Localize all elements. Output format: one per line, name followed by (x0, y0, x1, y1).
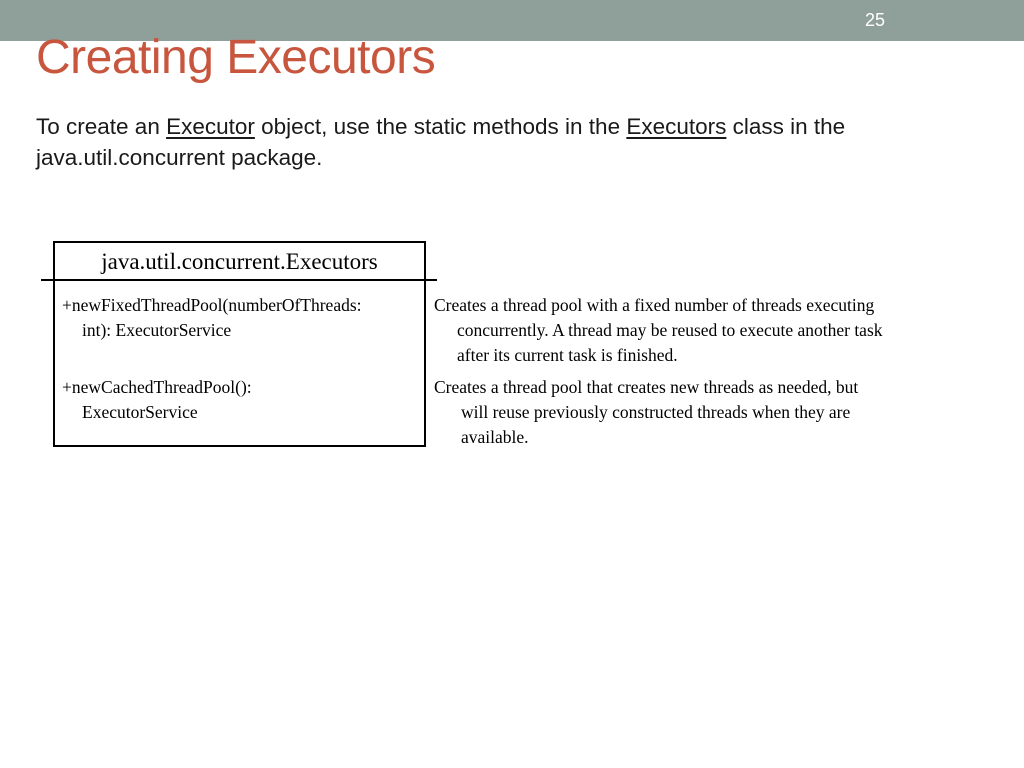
description-cached-thread-pool (434, 375, 994, 450)
intro-part-1: To create an (36, 114, 167, 139)
uml-class-diagram (53, 241, 426, 447)
description-fixed-thread-pool (434, 293, 994, 368)
executor-link[interactable]: Executor (166, 114, 255, 139)
intro-part-2: object, use the static methods in the (254, 114, 627, 139)
intro-part-4: java.util.concurrent package. (36, 145, 323, 170)
uml-method-line: int): ExecutorService (82, 320, 232, 340)
uml-method-line: ExecutorService (82, 402, 198, 422)
uml-method-fixed-thread-pool (62, 293, 427, 343)
executors-link[interactable]: Executors (626, 114, 727, 139)
slide-title: Creating Executors (36, 31, 436, 84)
description-line: after its current task is finished. (457, 345, 678, 365)
uml-method-line: +newFixedThreadPool(numberOfThreads: (62, 295, 362, 315)
description-line: Creates a thread pool that creates new threads as needed, but (434, 377, 859, 397)
uml-method-cached-thread-pool (62, 375, 427, 425)
uml-method-line: +newCachedThreadPool(): (62, 377, 252, 397)
description-line: concurrently. A thread may be reused to execute another task (457, 320, 883, 340)
uml-divider (41, 279, 437, 281)
intro-part-3: class in the (726, 114, 846, 139)
page-number: 25 (864, 10, 886, 30)
description-line: available. (461, 427, 529, 447)
intro-text (36, 111, 986, 173)
description-line: will reuse previously constructed threads when they are (461, 402, 851, 422)
description-line: Creates a thread pool with a fixed number of threads executing (434, 295, 875, 315)
uml-class-name: java.util.concurrent.Executors (101, 249, 378, 274)
